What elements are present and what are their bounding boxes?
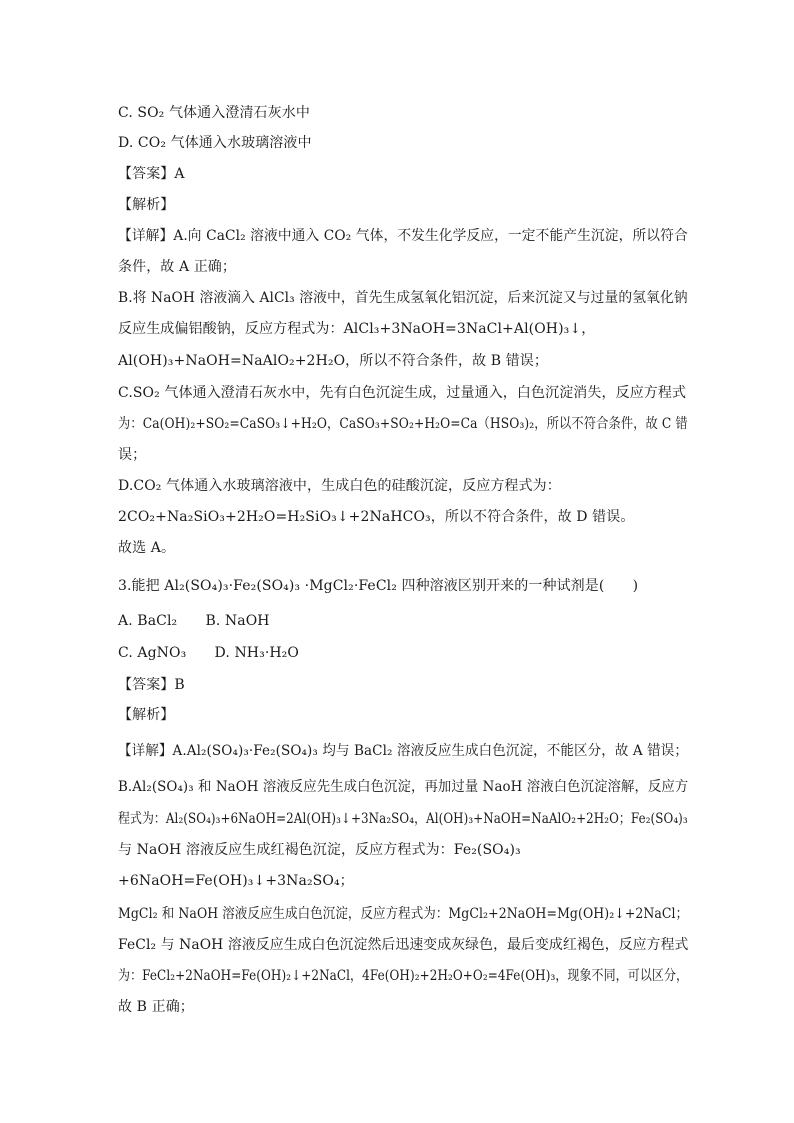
explanation-line: 反应生成偏铝酸钠，反应方程式为：AlCl₃+3NaOH=3NaCl+Al(OH)₃↓，: [118, 321, 596, 337]
explanation-line: +6NaOH=Fe(OH)₃↓+3Na₂SO₄；: [118, 873, 354, 889]
question-3-stem: 3.能把 Al₂(SO₄)₃·Fe₂(SO₄)₃ ·MgCl₂·FeCl₂ 四种溶液区别开来的一种试剂是( ): [118, 578, 639, 594]
explanation-line: 为：Ca(OH)₂+SO₂=CaSO₃↓+H₂O，CaSO₃+SO₂+H₂O=Ca（HSO₃)₂，所以不符合条件，故 C 错: [118, 416, 688, 432]
options-ab-line: A. BaCl₂ B. NaOH: [118, 613, 270, 629]
explanation-line: MgCl₂ 和 NaOH 溶液反应生成白色沉淀，反应方程式为：MgCl₂+2NaOH=Mg(OH)₂↓+2NaCl；: [118, 906, 689, 922]
explanation-line: 为：FeCl₂+2NaOH=Fe(OH)₂↓+2NaCl，4Fe(OH)₂+2H₂O+O₂=4Fe(OH)₃，现象不同，可以区分，: [118, 968, 689, 984]
explanation-line: 【详解】A.向 CaCl₂ 溶液中通入 CO₂ 气体，不发生化学反应，一定不能产生沉淀，所以符合: [118, 228, 688, 244]
explanation-line: C.SO₂ 气体通入澄清石灰水中，先有白色沉淀生成，过量通入，白色沉淀消失，反应方程式: [118, 385, 687, 401]
explanation-line: D.CO₂ 气体通入水玻璃溶液中，生成白色的硅酸沉淀，反应方程式为：: [118, 478, 561, 494]
option-d-line: D. CO₂ 气体通入水玻璃溶液中: [118, 135, 312, 151]
answer-label: 【答案】B: [118, 677, 185, 693]
explanation-line: B.将 NaOH 溶液滴入 AlCl₃ 溶液中，首先生成氢氧化铝沉淀，后来沉淀又与过量的氢氧化钠: [118, 290, 688, 306]
options-cd-line: C. AgNO₃ D. NH₃·H₂O: [118, 645, 299, 661]
explanation-line: B.Al₂(SO₄)₃ 和 NaOH 溶液反应先生成白色沉淀，再加过量 NaoH 溶液白色沉淀溶解，反应方: [118, 779, 689, 795]
explanation-line: 【详解】A.Al₂(SO₄)₃·Fe₂(SO₄)₃ 均与 BaCl₂ 溶液反应生成白色沉淀，不能区分，故 A 错误；: [118, 743, 689, 759]
explanation-line: Al(OH)₃+NaOH=NaAlO₂+2H₂O，所以不符合条件，故 B 错误；: [118, 353, 548, 369]
explanation-line: FeCl₂ 与 NaOH 溶液反应生成白色沉淀然后迅速变成灰绿色，最后变成红褐色，反应方程式: [118, 937, 689, 953]
explanation-line: 误；: [118, 447, 147, 463]
analysis-label: 【解析】: [118, 707, 175, 723]
explanation-line: 与 NaOH 溶液反应生成红褐色沉淀，反应方程式为：Fe₂(SO₄)₃: [118, 842, 521, 858]
conclusion-line: 故选 A。: [118, 540, 176, 556]
explanation-line: 程式为：Al₂(SO₄)₃+6NaOH=2Al(OH)₃↓+3Na₂SO₄，Al(OH)₃+NaOH=NaAlO₂+2H₂O；Fe₂(SO₄)₃: [118, 811, 688, 827]
explanation-line: 2CO₂+Na₂SiO₃+2H₂O=H₂SiO₃↓+2NaHCO₃，所以不符合条件，故 D 错误。: [118, 509, 635, 525]
explanation-line: 条件，故 A 正确；: [118, 259, 237, 275]
analysis-label: 【解析】: [118, 197, 175, 213]
answer-label: 【答案】A: [118, 166, 185, 182]
explanation-line: 故 B 正确；: [118, 999, 194, 1015]
option-c-line: C. SO₂ 气体通入澄清石灰水中: [118, 105, 310, 121]
